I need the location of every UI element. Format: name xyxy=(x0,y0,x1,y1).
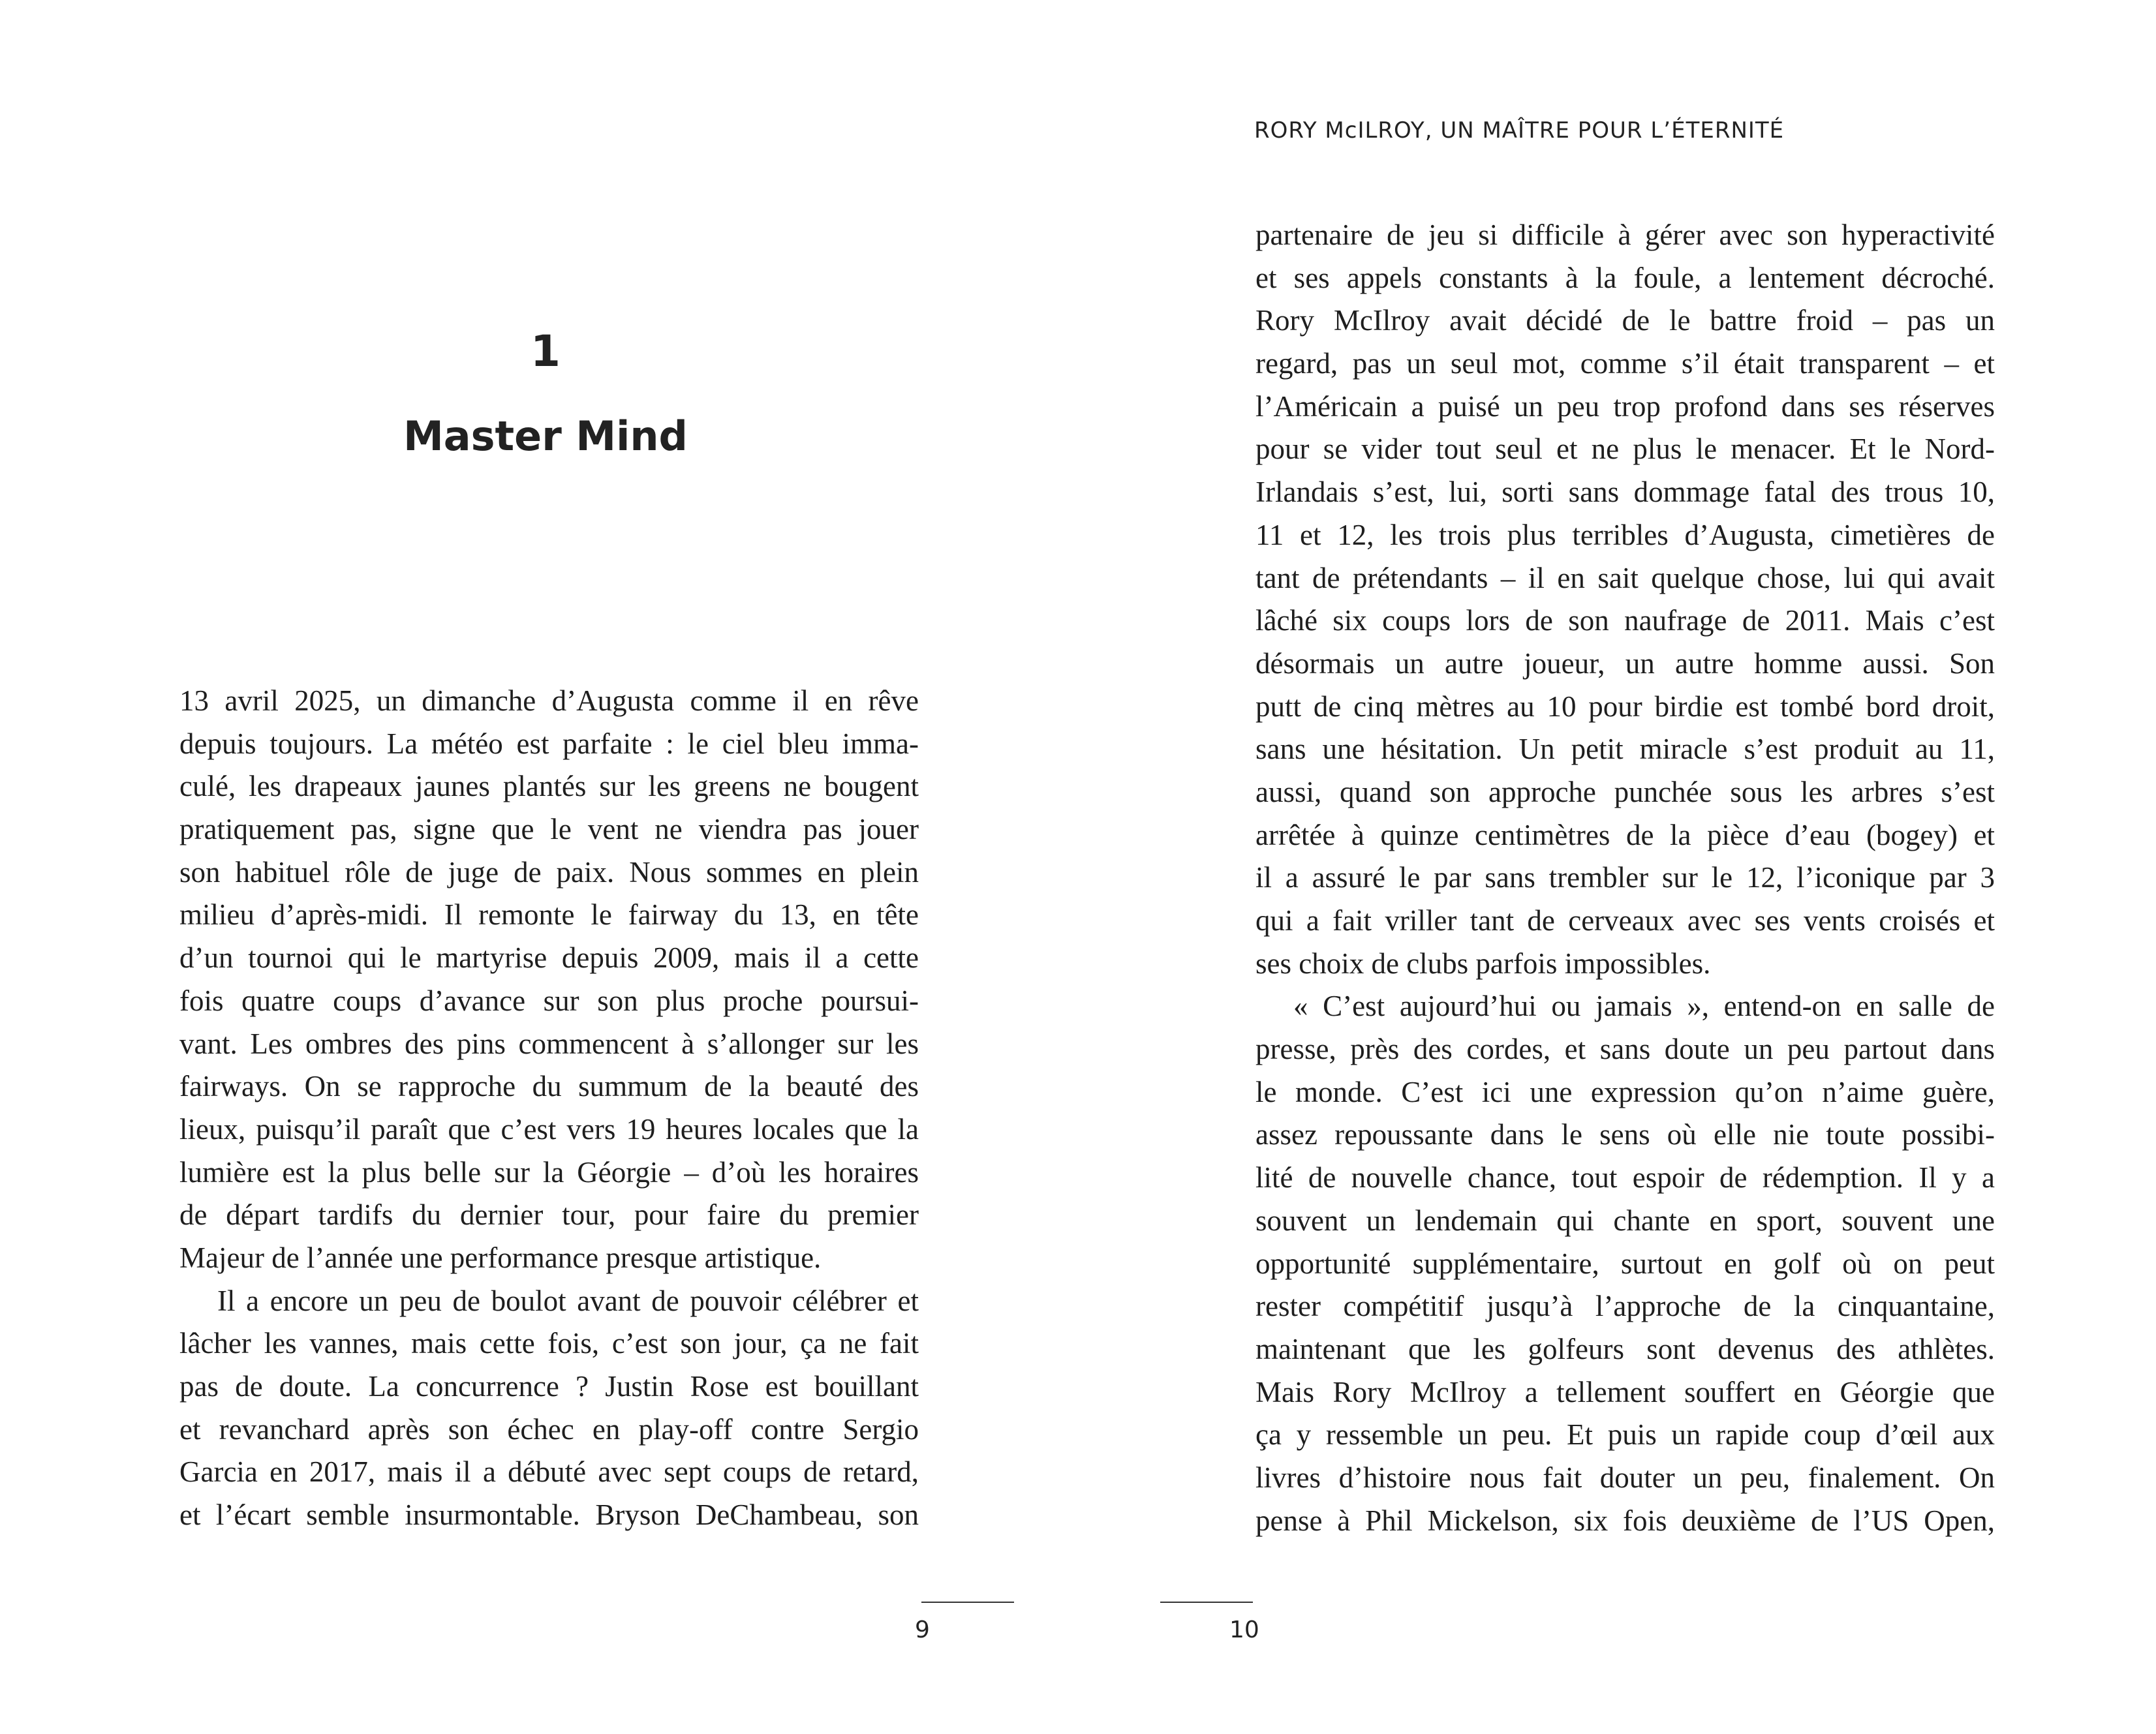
text-line: presse, près des cordes, et sans doute un peu partout dans xyxy=(1255,1033,1995,1066)
chapter-title: Master Mind xyxy=(403,412,688,460)
text-line: Majeur de l’année une performance presque artistique. xyxy=(179,1241,822,1274)
page-number-left: 9 xyxy=(915,1617,930,1643)
text-line: fairways. On se rapproche du summum de la beauté des xyxy=(179,1070,919,1103)
text-line: livres d’histoire nous fait douter un peu, finalement. On xyxy=(1255,1461,1995,1494)
text-line: putt de cinq mètres au 10 pour birdie est tombé bord droit, xyxy=(1255,690,1995,723)
text-line: assez repoussante dans le sens où elle nie toute possibi- xyxy=(1255,1118,1995,1151)
folio-rule-right xyxy=(1160,1602,1253,1603)
text-line: maintenant que les golfeurs sont devenus des athlètes. xyxy=(1255,1332,1995,1365)
right-body-text xyxy=(1255,214,1995,1542)
text-line: et l’écart semble insurmontable. Bryson DeChambeau, son xyxy=(179,1498,919,1532)
text-line: qui a fait vriller tant de cerveaux avec ses vents croisés et xyxy=(1255,904,1995,937)
text-line: « C’est aujourd’hui ou jamais », entend-on en salle de xyxy=(1293,990,1995,1023)
text-line: le monde. C’est ici une expression qu’on n’aime guère, xyxy=(1255,1075,1995,1108)
text-line: sans une hésitation. Un petit miracle s’est produit au 11, xyxy=(1255,733,1995,766)
text-line: de départ tardifs du dernier tour, pour faire du premier xyxy=(179,1198,919,1232)
right-page xyxy=(1078,0,2156,1734)
text-line: vant. Les ombres des pins commencent à s’allonger sur les xyxy=(179,1027,919,1060)
text-line: lâcher les vannes, mais cette fois, c’est son jour, ça ne fait xyxy=(179,1327,919,1360)
text-line: son habituel rôle de juge de paix. Nous sommes en plein xyxy=(179,855,919,889)
text-line: lité de nouvelle chance, tout espoir de rédemption. Il y a xyxy=(1255,1161,1995,1194)
text-line: Irlandais s’est, lui, sorti sans dommage fatal des trous 10, xyxy=(1255,476,1995,509)
text-line: et ses appels constants à la foule, a lentement décroché. xyxy=(1255,261,1995,294)
text-line: il a assuré le par sans trembler sur le 12, l’iconique par 3 xyxy=(1255,861,1995,894)
text-line: aussi, quand son approche punchée sous les arbres s’est xyxy=(1255,775,1995,808)
text-line: Rory McIlroy avait décidé de le battre froid – pas un xyxy=(1255,304,1995,337)
text-line: tant de prétendants – il en sait quelque chose, lui qui avait xyxy=(1255,561,1995,594)
text-line: lumière est la plus belle sur la Géorgie – d’où les horaires xyxy=(179,1155,919,1189)
text-line: l’Américain a puisé un peu trop profond dans ses réserves xyxy=(1255,389,1995,423)
left-body-text xyxy=(179,680,919,1537)
text-line: lâché six coups lors de son naufrage de 2011. Mais c’est xyxy=(1255,604,1995,637)
folio-rule-left xyxy=(921,1602,1014,1603)
text-line: 13 avril 2025, un dimanche d’Augusta comme il en rêve xyxy=(179,684,919,717)
text-line: pas de doute. La concurrence ? Justin Rose est bouillant xyxy=(179,1370,919,1403)
text-line: opportunité supplémentaire, surtout en golf où on peut xyxy=(1255,1247,1995,1280)
text-line: fois quatre coups d’avance sur son plus proche poursui- xyxy=(179,984,919,1017)
text-line: 11 et 12, les trois plus terribles d’Augusta, cimetières de xyxy=(1255,518,1995,551)
text-line: d’un tournoi qui le martyrise depuis 2009, mais il a cette xyxy=(179,941,919,975)
text-line: désormais un autre joueur, un autre homme aussi. Son xyxy=(1255,646,1995,680)
text-line: ça y ressemble un peu. Et puis un rapide coup d’œil aux xyxy=(1255,1418,1995,1452)
text-line: pour se vider tout seul et ne plus le menacer. Et le Nord- xyxy=(1255,433,1995,466)
text-line: pratiquement pas, signe que le vent ne viendra pas jouer xyxy=(179,813,919,846)
text-line: Mais Rory McIlroy a tellement souffert en Géorgie que xyxy=(1255,1375,1995,1408)
text-line: souvent un lendemain qui chante en sport, souvent une xyxy=(1255,1204,1995,1237)
text-line: partenaire de jeu si difficile à gérer avec son hyperactivité xyxy=(1255,219,1995,251)
text-line: ses choix de clubs parfois impossibles. xyxy=(1255,947,1711,980)
page-number-right: 10 xyxy=(1229,1617,1259,1643)
text-line: Garcia en 2017, mais il a débuté avec sept coups de retard, xyxy=(179,1455,919,1489)
text-line: rester compétitif jusqu’à l’approche de la cinquantaine, xyxy=(1255,1290,1995,1323)
text-line: regard, pas un seul mot, comme s’il était transparent – et xyxy=(1255,347,1995,380)
text-line: et revanchard après son échec en play-off contre Sergio xyxy=(179,1412,919,1446)
text-line: pense à Phil Mickelson, six fois deuxième de l’US Open, xyxy=(1255,1504,1995,1537)
text-line: culé, les drapeaux jaunes plantés sur les greens ne bougent xyxy=(179,770,919,803)
chapter-number: 1 xyxy=(531,326,561,376)
text-line: milieu d’après-midi. Il remonte le fairway du 13, en tête xyxy=(179,898,919,932)
text-line: Il a encore un peu de boulot avant de pouvoir célébrer et xyxy=(217,1284,919,1317)
text-line: lieux, puisqu’il paraît que c’est vers 19 heures locales que la xyxy=(179,1112,919,1146)
text-line: depuis toujours. La météo est parfaite : le ciel bleu imma- xyxy=(179,727,919,760)
running-head: RORY McILROY, UN MAÎTRE POUR L’ÉTERNITÉ xyxy=(1254,117,1785,144)
text-line: arrêtée à quinze centimètres de la pièce d’eau (bogey) et xyxy=(1255,818,1995,851)
